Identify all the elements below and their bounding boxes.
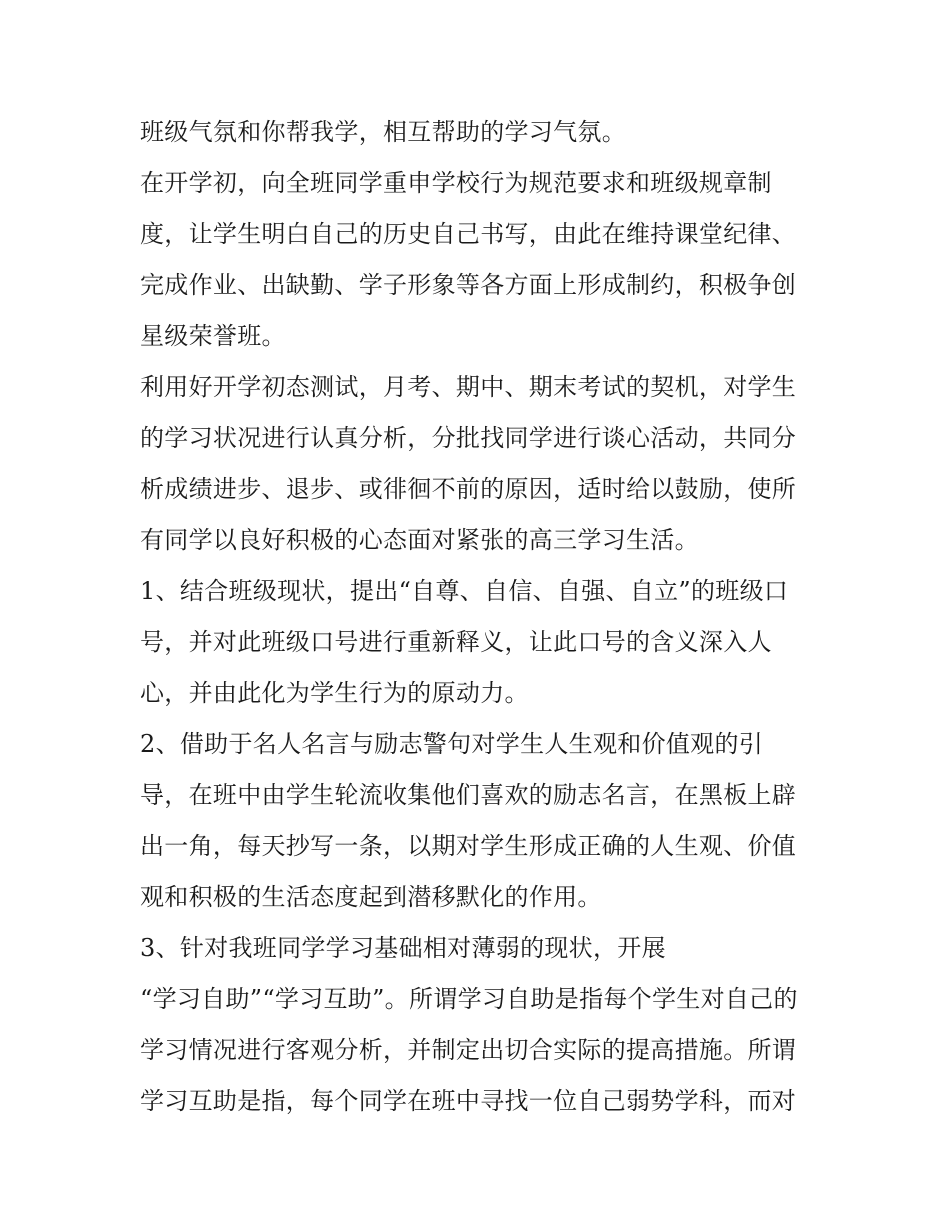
text-line: 3、针对我班同学学习基础相对薄弱的现状，开展: [140, 934, 666, 962]
text-line: 1、结合班级现状，提出“自尊、自信、自强、自立”的班级口: [140, 577, 789, 605]
text-line: 度，让学生明白自己的历史自己书写，由此在维持课堂纪律、: [140, 220, 797, 248]
text-line: 2、借助于名人名言与励志警句对学生人生观和价值观的引: [140, 730, 764, 758]
text-line: 号，并对此班级口号进行重新释义，让此口号的含义深入人: [140, 628, 772, 656]
text-line: 学习互助是指，每个同学在班中寻找一位自己弱势学科，而对: [140, 1087, 797, 1115]
text-line: 析成绩进步、退步、或徘徊不前的原因，适时给以鼓励，使所: [140, 475, 797, 503]
text-line: 学习情况进行客观分析，并制定出切合实际的提高措施。所谓: [140, 1036, 797, 1064]
text-line: 利用好开学初态测试，月考、期中、期末考试的契机，对学生: [140, 373, 797, 401]
text-line: 的学习状况进行认真分析，分批找同学进行谈心活动，共同分: [140, 424, 797, 452]
text-line: 完成作业、出缺勤、学子形象等各方面上形成制约，积极争创: [140, 271, 797, 299]
text-line: 心，并由此化为学生行为的原动力。: [140, 679, 529, 707]
text-line: “学习自助”“学习互助”。所谓学习自助是指每个学生对自己的: [140, 985, 798, 1013]
text-line: 星级荣誉班。: [140, 322, 286, 350]
text-line: 班级气氛和你帮我学，相互帮助的学习气氛。: [140, 118, 626, 146]
text-line: 有同学以良好积极的心态面对紧张的高三学习生活。: [140, 526, 699, 554]
text-line: 在开学初，向全班同学重申学校行为规范要求和班级规章制: [140, 169, 772, 197]
text-line: 出一角，每天抄写一条，以期对学生形成正确的人生观、价值: [140, 832, 797, 860]
text-line: 导，在班中由学生轮流收集他们喜欢的励志名言，在黑板上辟: [140, 781, 797, 809]
text-line: 观和积极的生活态度起到潜移默化的作用。: [140, 883, 602, 911]
body-text: [140, 107, 840, 1127]
